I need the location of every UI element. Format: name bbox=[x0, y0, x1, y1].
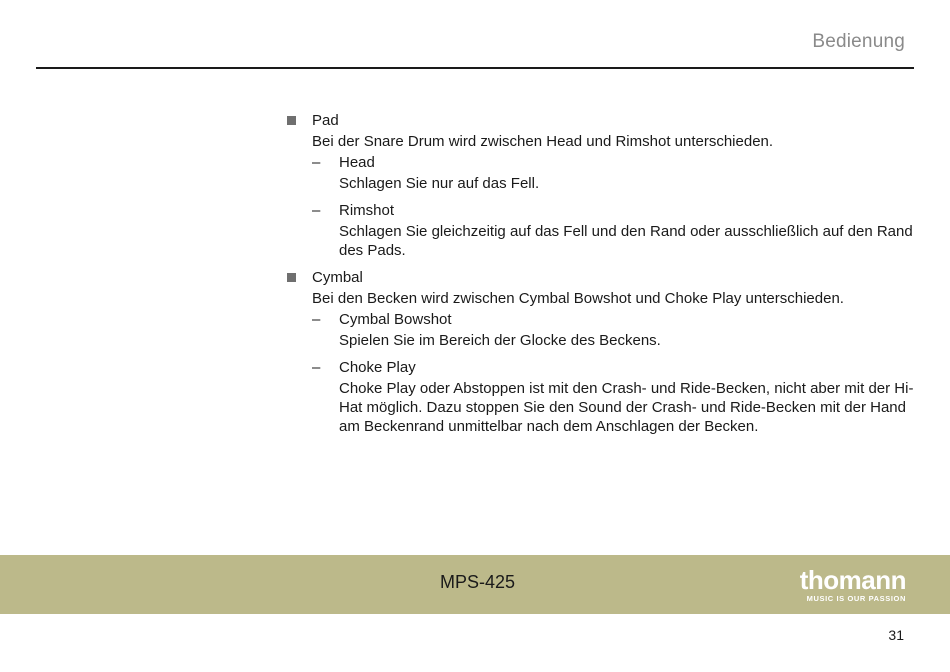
page-number: 31 bbox=[888, 627, 904, 643]
main-content bbox=[286, 111, 914, 444]
dash-bullet-icon: – bbox=[312, 359, 321, 376]
sub-list-item bbox=[312, 201, 914, 260]
sub-list-item bbox=[312, 310, 914, 350]
item-description: Bei der Snare Drum wird zwischen Head und Rimshot unterschieden. bbox=[312, 133, 774, 150]
list-item bbox=[286, 111, 914, 260]
sub-item-label: Rimshot bbox=[339, 202, 395, 219]
brand-logo bbox=[791, 567, 906, 603]
sub-item-description: Schlagen Sie gleichzeitig auf das Fell und den Rand oder ausschließlich auf den Rand des Pads. bbox=[339, 223, 913, 259]
sub-item-label: Choke Play bbox=[339, 359, 416, 376]
sub-item-description: Schlagen Sie nur auf das Fell. bbox=[339, 175, 540, 192]
section-title: Bedienung bbox=[812, 31, 905, 52]
item-label: Cymbal bbox=[312, 269, 363, 286]
dash-bullet-icon: – bbox=[312, 202, 321, 219]
sub-item-description: Spielen Sie im Bereich der Glocke des Beckens. bbox=[339, 332, 661, 349]
sub-item-label: Cymbal Bowshot bbox=[339, 311, 452, 328]
dash-bullet-icon: – bbox=[312, 311, 321, 328]
header-divider bbox=[36, 67, 914, 69]
product-name: MPS-425 bbox=[440, 572, 516, 592]
dash-bullet-icon: – bbox=[312, 154, 321, 171]
sub-list-item bbox=[312, 153, 914, 193]
square-bullet-icon bbox=[287, 273, 296, 282]
item-label: Pad bbox=[312, 112, 339, 129]
square-bullet-icon bbox=[287, 116, 296, 125]
sub-item-label: Head bbox=[339, 154, 375, 171]
brand-slogan: MUSIC IS OUR PASSION bbox=[806, 594, 906, 603]
item-description: Bei den Becken wird zwischen Cymbal Bowshot und Choke Play unterschieden. bbox=[312, 290, 844, 307]
footer-band bbox=[0, 555, 950, 614]
brand-name: thomann bbox=[799, 565, 906, 595]
sub-list-item bbox=[312, 358, 914, 436]
list-item bbox=[286, 268, 914, 436]
sub-item-description: Choke Play oder Abstoppen ist mit den Crash- und Ride-Becken, nicht aber mit der Hi-Hat möglich. Dazu stoppen Sie den Sound der Crash- und Ride-Becken mit der Hand am Beckenrand unmittelbar nach dem Anschlagen der Becken. bbox=[339, 380, 914, 435]
